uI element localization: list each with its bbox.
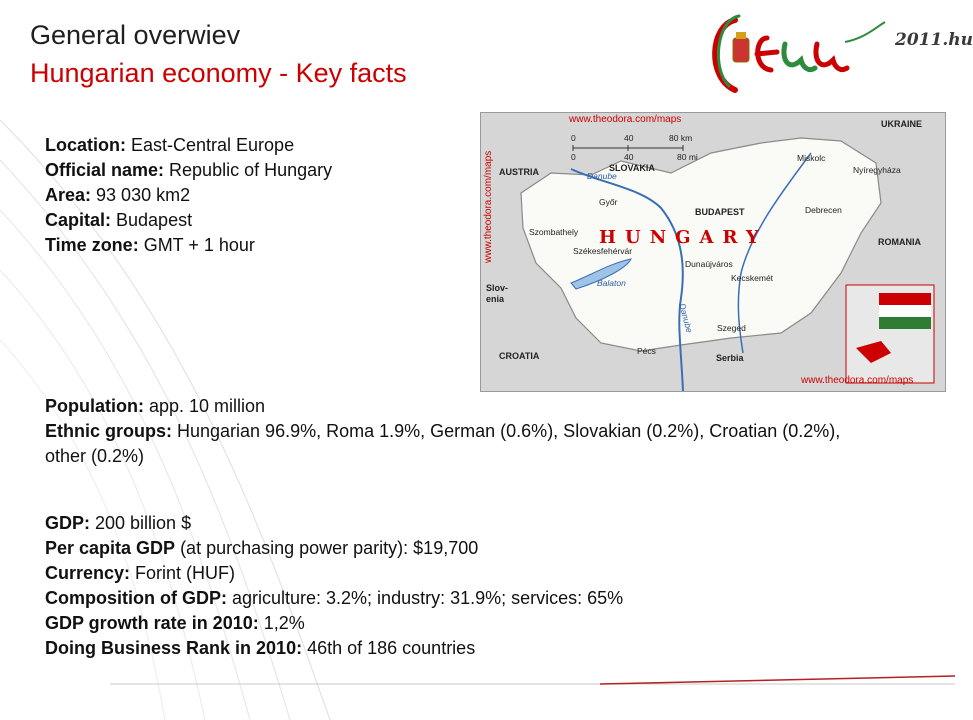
- lake-balaton: Balaton: [597, 278, 626, 288]
- fact-value: Hungarian 96.9%, Roma 1.9%, German (0.6%), Slovakian (0.2%), Croatian (0.2%), other (0.2%): [45, 421, 841, 466]
- city-pecs: Pécs: [637, 346, 656, 356]
- scale-mi-80: 80 mi: [677, 152, 698, 162]
- fact-value: 46th of 186 countries: [302, 638, 476, 658]
- river-danube-south: Danube: [677, 302, 695, 334]
- fact-value: GMT + 1 hour: [138, 235, 255, 255]
- map-watermark-top: www.theodora.com/maps: [569, 114, 682, 125]
- fact-label: GDP growth rate in 2010:: [45, 613, 259, 633]
- city-dunaujvaros: Dunaújváros: [685, 259, 733, 269]
- fact-per-capita-gdp: [45, 536, 623, 561]
- facts-basic: [45, 133, 332, 258]
- fact-label: Per capita GDP: [45, 538, 176, 558]
- city-miskolc: Miskolc: [797, 153, 826, 163]
- fact-value: 200 billion $: [90, 513, 192, 533]
- fact-gdp-growth: [45, 611, 623, 636]
- fact-population: [45, 394, 865, 419]
- eu-presidency-logo: [705, 8, 973, 100]
- label-slovenia-2: enia: [486, 294, 505, 304]
- city-debrecen: Debrecen: [805, 205, 842, 215]
- fact-value: Budapest: [111, 210, 193, 230]
- river-danube-north: Danube: [587, 171, 617, 181]
- fact-value: 93 030 km2: [91, 185, 191, 205]
- map-watermark-vertical: www.theodora.com/maps: [483, 150, 494, 263]
- fact-gdp: [45, 511, 623, 536]
- scale-km-80: 80 km: [669, 133, 693, 143]
- fact-label: Time zone:: [45, 235, 139, 255]
- city-budapest: BUDAPEST: [695, 207, 745, 217]
- fact-value: app. 10 million: [143, 396, 266, 416]
- fact-location: [45, 133, 332, 158]
- fact-label: Currency:: [45, 563, 131, 583]
- fact-gdp-composition: [45, 586, 623, 611]
- fact-value: East-Central Europe: [126, 135, 295, 155]
- fact-doing-business-rank: [45, 636, 623, 661]
- fact-label: Composition of GDP:: [45, 588, 227, 608]
- city-szombathely: Szombathely: [529, 227, 579, 237]
- scale-km-40: 40: [624, 133, 634, 143]
- fact-label: GDP:: [45, 513, 90, 533]
- fact-area: [45, 183, 332, 208]
- fact-currency: [45, 561, 623, 586]
- fact-ethnic-groups: [45, 419, 865, 469]
- fact-label: Location:: [45, 135, 126, 155]
- label-romania: ROMANIA: [878, 237, 921, 247]
- label-croatia: CROATIA: [499, 351, 540, 361]
- map-watermark-bottom: www.theodora.com/maps: [801, 375, 914, 386]
- fact-label: Area:: [45, 185, 92, 205]
- fact-value: 1,2%: [258, 613, 305, 633]
- city-szekesfehervar: Székesfehérvár: [573, 246, 633, 256]
- fact-time-zone: [45, 233, 332, 258]
- map-graphic: [481, 113, 945, 391]
- hungary-map: [480, 112, 946, 392]
- label-ukraine: UKRAINE: [881, 119, 923, 129]
- fact-value: Forint (HUF): [130, 563, 236, 583]
- label-slovenia-1: Slov-: [486, 283, 509, 293]
- scale-km-0: 0: [571, 133, 576, 143]
- eu-logo-graphic: [705, 8, 955, 100]
- scale-mi-0: 0: [571, 152, 576, 162]
- city-nyiregyhaza: Nyíregyháza: [853, 165, 901, 175]
- fact-value: Republic of Hungary: [164, 160, 333, 180]
- page-subtitle: Hungarian economy - Key facts: [30, 58, 407, 88]
- fact-label: Population:: [45, 396, 144, 416]
- label-austria: AUSTRIA: [499, 167, 539, 177]
- fact-label: Official name:: [45, 160, 165, 180]
- fact-label: Ethnic groups:: [45, 421, 172, 441]
- page-title: General overwiev: [30, 20, 241, 50]
- city-szeged: Szeged: [717, 323, 746, 333]
- logo-text: 2011.hu: [895, 30, 973, 50]
- fact-official-name: [45, 158, 332, 183]
- fact-label: Capital:: [45, 210, 112, 230]
- fact-capital: [45, 208, 332, 233]
- facts-economy: [45, 511, 623, 661]
- facts-population: [45, 394, 865, 469]
- city-kecskemet: Kecskemét: [731, 273, 774, 283]
- label-serbia: Serbia: [716, 353, 744, 363]
- city-gyor: Győr: [599, 197, 618, 207]
- fact-label: Doing Business Rank in 2010:: [45, 638, 303, 658]
- fact-value: (at purchasing power parity): $19,700: [175, 538, 479, 558]
- map-country-name: HUNGARY: [599, 227, 768, 248]
- fact-value: agriculture: 3.2%; industry: 31.9%; services: 65%: [226, 588, 624, 608]
- label-slovakia: SLOVAKIA: [609, 163, 655, 173]
- scale-mi-40: 40: [624, 152, 634, 162]
